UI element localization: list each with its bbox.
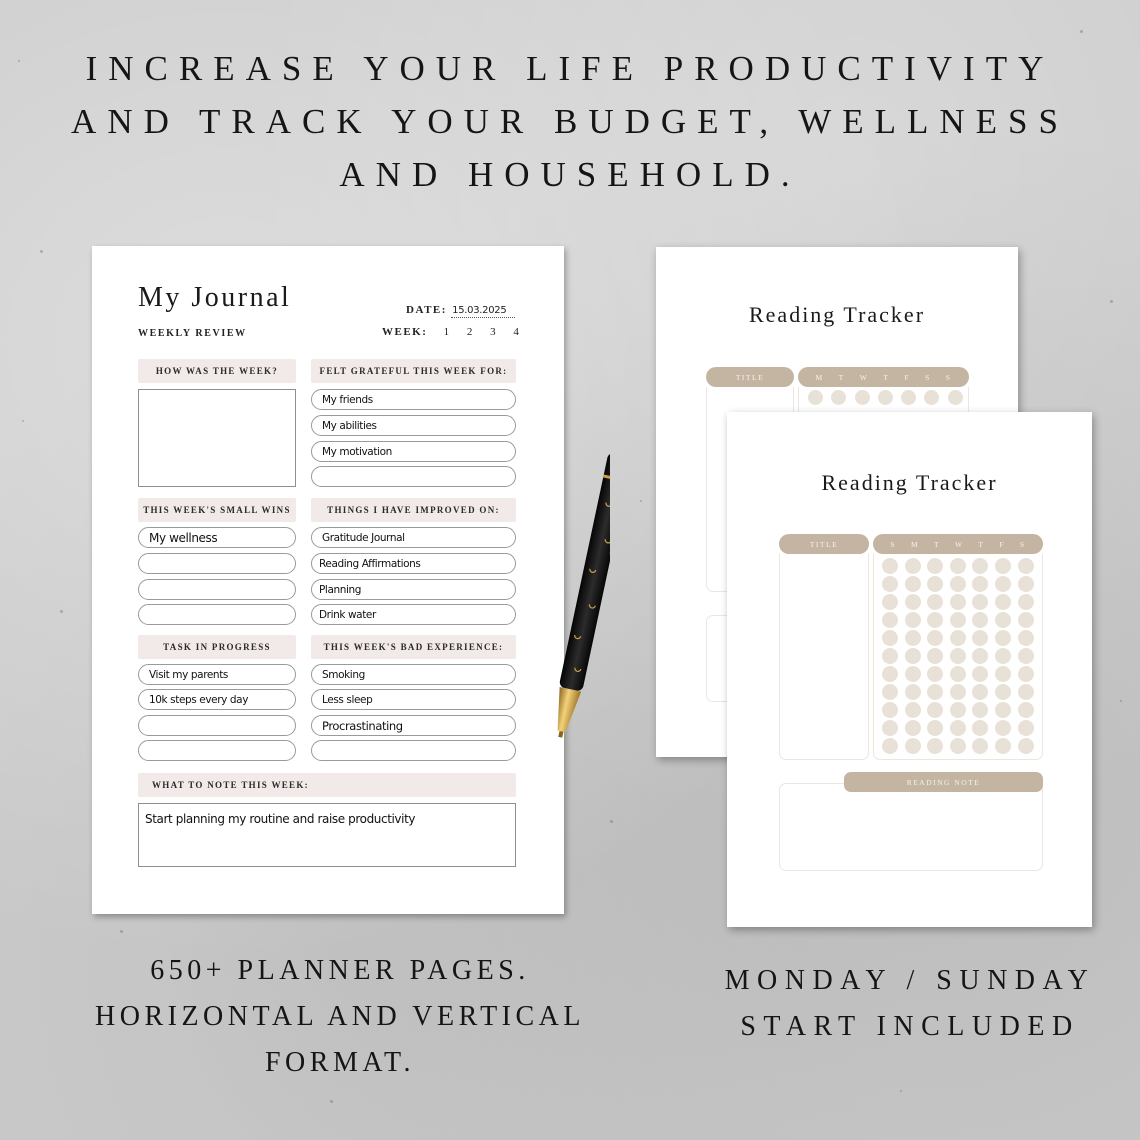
- pen-icon: [540, 426, 610, 746]
- caption-line: START INCLUDED: [740, 1011, 1080, 1042]
- headline-line: INCREASE YOUR LIFE PRODUCTIVITY: [85, 49, 1055, 88]
- day-dot: [905, 738, 921, 754]
- day-dot: [927, 702, 943, 718]
- day-dots-grid: [882, 558, 1034, 754]
- day-label: W: [859, 372, 869, 382]
- day-dot: [950, 648, 966, 664]
- day-dot: [1018, 576, 1034, 592]
- day-dot: [972, 558, 988, 574]
- caption-line: MONDAY / SUNDAY: [724, 965, 1096, 996]
- note-box: [138, 803, 516, 867]
- day-dot: [972, 666, 988, 682]
- day-dot: [995, 702, 1011, 718]
- day-dot: [972, 684, 988, 700]
- feature-pages-caption: [60, 948, 620, 1086]
- day-dot: [927, 558, 943, 574]
- day-dot: [972, 594, 988, 610]
- tracker-title: Reading Tracker: [748, 302, 926, 327]
- week-number: 4: [513, 326, 521, 338]
- day-dot: [927, 612, 943, 628]
- day-dot: [882, 684, 898, 700]
- day-dot: [1018, 558, 1034, 574]
- day-dot: [950, 558, 966, 574]
- week-selector: [382, 326, 520, 338]
- day-label: M: [815, 372, 824, 382]
- feature-start-caption: [690, 958, 1130, 1050]
- day-dot: [927, 684, 943, 700]
- grateful-item: My motivation: [311, 441, 516, 462]
- day-dot: [995, 576, 1011, 592]
- reading-tracker-front-page: [727, 412, 1092, 927]
- day-dot: [1018, 666, 1034, 682]
- day-dot: [927, 720, 943, 736]
- day-dot: [995, 648, 1011, 664]
- day-label: S: [925, 372, 931, 382]
- day-dot: [1018, 630, 1034, 646]
- section-how-was-week: HOW WAS THE WEEK?: [138, 359, 296, 383]
- week-number: 3: [490, 326, 498, 338]
- days-header: [873, 534, 1043, 554]
- in-progress-item: [138, 715, 296, 736]
- day-dot: [905, 684, 921, 700]
- journal-subtitle: WEEKLY REVIEW: [138, 328, 247, 339]
- day-dot: [927, 666, 943, 682]
- day-label: S: [890, 539, 897, 549]
- day-dot: [882, 576, 898, 592]
- week-label: WEEK:: [382, 326, 428, 338]
- day-dot: [927, 594, 943, 610]
- section-improved: THINGS I HAVE IMPROVED ON:: [311, 498, 516, 522]
- week-number: 2: [466, 326, 474, 338]
- days-header: [798, 367, 969, 387]
- day-dot: [927, 576, 943, 592]
- day-dot: [1018, 612, 1034, 628]
- day-dot: [995, 684, 1011, 700]
- day-dot: [905, 576, 921, 592]
- day-dot: [882, 612, 898, 628]
- day-label: F: [904, 372, 911, 382]
- day-dot: [972, 702, 988, 718]
- day-label: T: [883, 372, 890, 382]
- day-dot: [950, 612, 966, 628]
- in-progress-item: [138, 740, 296, 761]
- headline: [0, 42, 1140, 201]
- day-dot: [972, 576, 988, 592]
- day-dot: [972, 738, 988, 754]
- day-dot: [905, 702, 921, 718]
- grateful-item: My friends: [311, 389, 516, 410]
- day-label: S: [945, 372, 952, 382]
- title-column-header: TITLE: [779, 534, 869, 554]
- day-dot: [905, 558, 921, 574]
- day-dot: [1018, 594, 1034, 610]
- date-value: 15.03.2025: [451, 305, 515, 318]
- day-label: T: [838, 372, 845, 382]
- day-dot: [927, 630, 943, 646]
- day-dot: [995, 612, 1011, 628]
- day-dot: [882, 666, 898, 682]
- day-dot: [950, 738, 966, 754]
- day-dot: [1018, 648, 1034, 664]
- day-dot: [972, 612, 988, 628]
- day-dot: [905, 666, 921, 682]
- note-text: Start planning my routine and raise productivity: [145, 812, 416, 826]
- day-label: T: [978, 539, 985, 549]
- week-number: 1: [443, 326, 451, 338]
- day-dot: [995, 630, 1011, 646]
- day-dot: [927, 738, 943, 754]
- bad-experience-item: Less sleep: [311, 689, 516, 710]
- day-dot: [950, 630, 966, 646]
- day-dot: [950, 702, 966, 718]
- date-label: DATE:: [406, 304, 447, 316]
- day-dot: [950, 576, 966, 592]
- day-dot: [882, 738, 898, 754]
- day-dot: [927, 648, 943, 664]
- reading-note-box: [779, 783, 1043, 871]
- tracker-title: Reading Tracker: [821, 470, 998, 495]
- day-label: F: [999, 539, 1006, 549]
- caption-line: FORMAT.: [264, 1047, 415, 1078]
- section-bad-experience: THIS WEEK'S BAD EXPERIENCE:: [311, 635, 516, 659]
- day-dot: [972, 648, 988, 664]
- title-column: [779, 554, 869, 760]
- reading-note-header: READING NOTE: [844, 772, 1043, 792]
- small-win-item: My wellness: [138, 527, 296, 548]
- day-dot: [905, 648, 921, 664]
- date-field: [406, 304, 515, 318]
- day-label: M: [910, 539, 920, 549]
- bad-experience-item: Smoking: [311, 664, 516, 685]
- day-dot: [1018, 738, 1034, 754]
- day-dot: [972, 630, 988, 646]
- journal-title: My Journal: [138, 282, 292, 313]
- day-dot: [995, 594, 1011, 610]
- headline-line: AND TRACK YOUR BUDGET, WELLNESS: [71, 102, 1069, 141]
- day-dot: [905, 612, 921, 628]
- in-progress-item: 10k steps every day: [138, 689, 296, 710]
- improved-item: Gratitude Journal: [311, 527, 516, 548]
- section-small-wins: THIS WEEK'S SMALL WINS: [138, 498, 296, 522]
- title-column-header: TITLE: [706, 367, 794, 387]
- grateful-item: [311, 466, 516, 487]
- improved-item: Drink water: [311, 604, 516, 625]
- improved-item: Planning: [311, 579, 516, 600]
- in-progress-item: Visit my parents: [138, 664, 296, 685]
- bad-experience-item: [311, 740, 516, 761]
- day-label: S: [1019, 539, 1026, 549]
- day-dot: [950, 666, 966, 682]
- caption-line: 650+ PLANNER PAGES.: [150, 955, 530, 986]
- day-dot: [950, 684, 966, 700]
- headline-line: AND HOUSEHOLD.: [339, 155, 801, 194]
- journal-page: [92, 246, 564, 914]
- day-dot: [882, 594, 898, 610]
- day-dot: [882, 648, 898, 664]
- day-label: W: [954, 539, 964, 549]
- day-dot: [995, 738, 1011, 754]
- day-dot: [882, 720, 898, 736]
- improved-item: Reading Affirmations: [311, 553, 516, 574]
- day-dot: [995, 666, 1011, 682]
- grateful-item: My abilities: [311, 415, 516, 436]
- section-note: WHAT TO NOTE THIS WEEK:: [138, 773, 516, 797]
- day-dot: [972, 720, 988, 736]
- day-dot: [995, 720, 1011, 736]
- small-win-item: [138, 604, 296, 625]
- day-dot: [882, 630, 898, 646]
- section-grateful: FELT GRATEFUL THIS WEEK FOR:: [311, 359, 516, 383]
- day-dots-row: [808, 390, 963, 405]
- caption-line: HORIZONTAL AND VERTICAL: [95, 1001, 585, 1032]
- section-in-progress: TASK IN PROGRESS: [138, 635, 296, 659]
- day-dot: [882, 558, 898, 574]
- bad-experience-item: Procrastinating: [311, 715, 516, 736]
- day-dot: [995, 558, 1011, 574]
- small-win-item: [138, 579, 296, 600]
- day-label: T: [933, 539, 941, 549]
- day-dot: [950, 594, 966, 610]
- day-dot: [905, 630, 921, 646]
- day-dot: [905, 720, 921, 736]
- how-was-week-box: [138, 389, 296, 487]
- day-dot: [1018, 720, 1034, 736]
- day-dot: [1018, 702, 1034, 718]
- day-dot: [950, 720, 966, 736]
- small-win-item: [138, 553, 296, 574]
- day-dot: [882, 702, 898, 718]
- day-dot: [1018, 684, 1034, 700]
- day-dot: [905, 594, 921, 610]
